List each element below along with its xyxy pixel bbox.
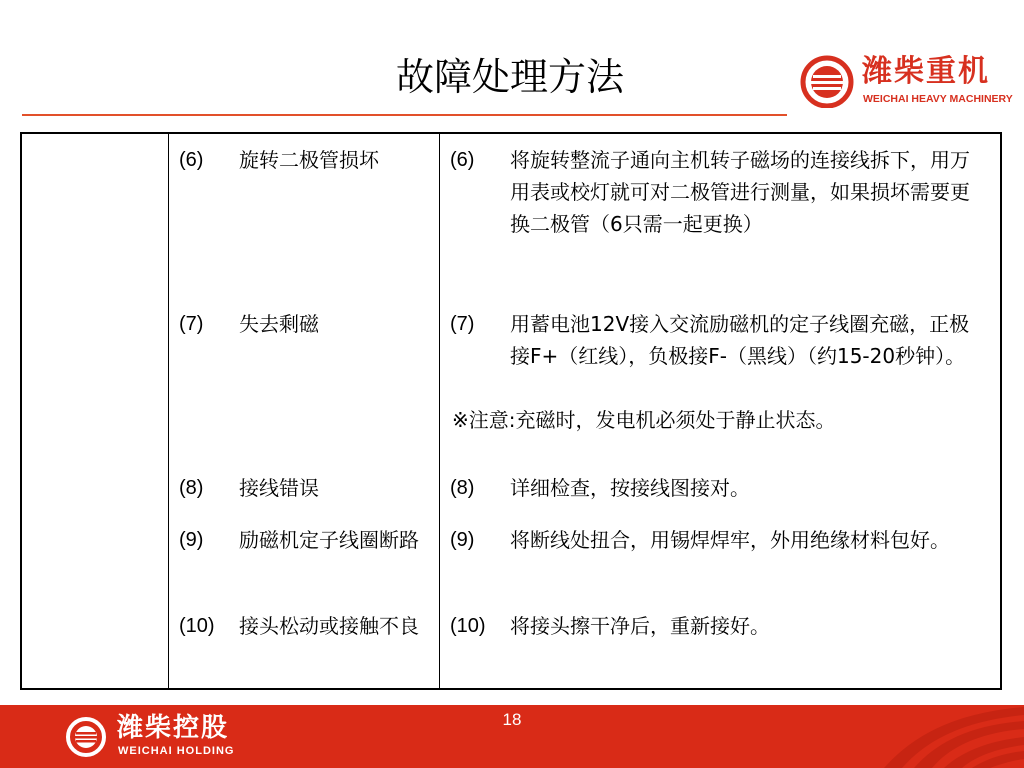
fault-text: 接线错误 [239, 476, 319, 500]
remedy-text: 将旋转整流子通向主机转子磁场的连接线拆下，用万用表或校灯就可对二极管进行测量，如果损坏需要更换二极管（6只需一起更换） [510, 148, 970, 236]
remedy-number: (9) [450, 529, 475, 551]
remedy-number: (8) [450, 477, 475, 499]
logo-name-cn: 潍柴重机 [862, 54, 990, 89]
title-divider [22, 114, 787, 116]
footer-name-en: WEICHAI HOLDING [118, 745, 235, 757]
blank-column [21, 133, 169, 689]
fault-text: 失去剩磁 [239, 312, 319, 336]
fault-number: (6) [179, 149, 204, 171]
fault-number: (7) [179, 313, 204, 335]
page-number: 18 [502, 710, 522, 729]
remedy-column [440, 133, 1002, 689]
weichai-heavy-machinery-logo [799, 52, 1014, 112]
fault-text: 接头松动或接触不良 [239, 614, 419, 638]
fault-number: (9) [179, 529, 204, 551]
caution-note: ※注意:充磁时，发电机必须处于静止状态。 [452, 408, 836, 432]
weichai-holding-ring-icon [65, 716, 107, 758]
remedy-text: 详细检查，按接线图接对。 [510, 476, 750, 500]
fault-text: 励磁机定子线圈断路 [239, 528, 419, 552]
logo-name-en: WEICHAI HEAVY MACHINERY [863, 93, 1013, 105]
decorative-stripes [764, 705, 1024, 768]
slide-title: 故障处理方法 [395, 55, 624, 99]
fault-column [169, 133, 440, 689]
remedy-number: (6) [450, 149, 475, 171]
fault-text: 旋转二极管损坏 [239, 148, 379, 172]
fault-number: (8) [179, 477, 204, 499]
remedy-number: (7) [450, 313, 475, 335]
fault-number: (10) [179, 615, 215, 637]
remedy-text: 用蓄电池12V接入交流励磁机的定子线圈充磁，正极接F+（红线），负极接F-（黑线）（约15-20秒钟）。 [510, 312, 970, 368]
footer-name-cn: 潍柴控股 [117, 713, 230, 743]
fault-remedy-table [20, 132, 1002, 690]
footer-bar [0, 705, 1024, 768]
weichai-ring-icon [799, 52, 855, 108]
remedy-number: (10) [450, 615, 486, 637]
remedy-text: 将接头擦干净后，重新接好。 [510, 614, 770, 638]
remedy-text: 将断线处扭合，用锡焊焊牢，外用绝缘材料包好。 [510, 528, 950, 552]
